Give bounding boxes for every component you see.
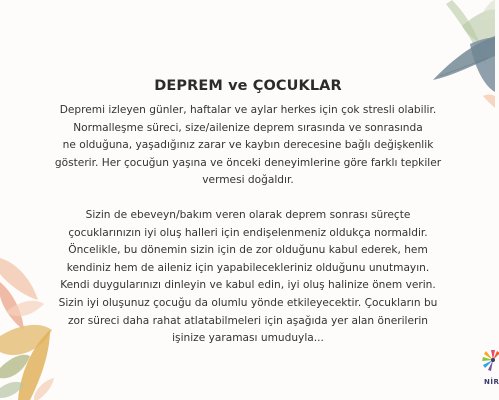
paragraph-1-line-5: vermesi doğaldır. <box>202 174 294 187</box>
paragraph-2-line-7: zor süreci daha rahat atlatabilmeleri için aşağıda yer alan önerilerin <box>68 314 428 327</box>
article-title: DEPREM ve ÇOCUKLAR <box>154 78 342 94</box>
paragraph-2-line-2: çocuklarınızın iyi oluş halleri için endişelenmeniz oldukça normaldir. <box>68 226 428 239</box>
organization-logo <box>478 336 499 400</box>
paragraph-2-line-3: Öncelikle, bu dönemin sizin için de zor olduğunu kabul ederek, hem <box>68 244 428 257</box>
sunburst-logo-icon <box>478 336 495 380</box>
paragraph-1-line-3: ne olduğuna, yaşadığınız zarar ve kaybın derecesine bağlı değişkenlik <box>62 139 434 152</box>
paragraph-2-line-5: Kendi duygularınızı dinleyin ve kabul edin, iyi oluş halinize önem verin. <box>60 279 436 292</box>
paragraph-2-line-1: Sizin de ebeveyn/bakım veren olarak deprem sonrası süreçte <box>85 208 411 221</box>
article-paragraph-2 <box>38 207 458 348</box>
paragraph-2-line-6: Sizin iyi oluşunuz çocuğu da olumlu yönde etkileyecektir. Çocukların bu <box>58 296 438 309</box>
logo-text: NİR <box>484 378 499 386</box>
article-paragraph-1 <box>38 102 458 190</box>
paragraph-1-line-2: Normalleşme süreci, size/ailenize deprem sırasında ve sonrasında <box>73 121 423 134</box>
paragraph-2-line-4: kendiniz hem de aileniz için yapabilecekleriniz olduğunu unutmayın. <box>66 261 430 274</box>
paragraph-1-line-1: Depremi izleyen günler, haftalar ve aylar herkes için çok stresli olabilir. <box>59 104 437 116</box>
article <box>38 78 458 348</box>
paragraph-2-line-8: işinize yaraması umuduyla... <box>172 332 324 345</box>
paragraph-1-line-4: gösterir. Her çocuğun yaşına ve önceki deneyimlerine göre farklı tepkiler <box>54 156 442 169</box>
